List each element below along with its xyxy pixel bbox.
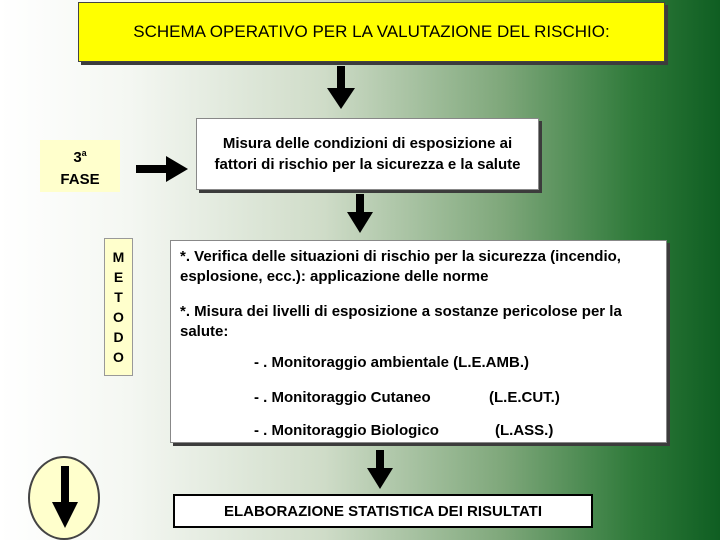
content-box <box>170 240 667 443</box>
arrow-down-icon <box>52 466 78 528</box>
down-arrow-1 <box>327 66 355 110</box>
method-box <box>104 238 133 376</box>
measure-text: Misura delle condizioni di esposizione ai fattori di rischio per la sicurezza e la salute <box>214 135 521 173</box>
item-safety-check: *. Verifica delle situazioni di rischio per la sicurezza (incendio, esplosione, ecc.): applicazione delle norme <box>180 248 621 285</box>
item-exposure-measure: *. Misura dei livelli di esposizione a sostanze pericolose per la salute: <box>180 303 622 340</box>
method-letter: E <box>113 269 124 285</box>
phase-label: FASE <box>60 170 100 188</box>
method-letter: O <box>113 349 124 365</box>
result-text: ELABORAZIONE STATISTICA DEI RISULTATI <box>223 502 543 520</box>
title-box <box>78 2 665 62</box>
diagram-title: SCHEMA OPERATIVO PER LA VALUTAZIONE DEL RISCHIO: <box>133 22 610 41</box>
method-letter: O <box>113 309 124 325</box>
method-letter: T <box>114 289 123 305</box>
monitoring-ambient: - . Monitoraggio ambientale (L.E.AMB.) <box>254 354 529 371</box>
measure-box <box>196 118 539 190</box>
down-arrow-2 <box>347 194 373 234</box>
monitoring-cutaneous: - . Monitoraggio Cutaneo <box>254 389 431 406</box>
phase-box <box>40 140 120 192</box>
down-arrow-circle <box>28 456 100 540</box>
right-arrow <box>136 156 188 182</box>
method-letter: M <box>112 249 125 265</box>
down-arrow-3 <box>367 450 393 490</box>
monitoring-biological: - . Monitoraggio Biologico <box>254 422 439 439</box>
result-box <box>173 494 593 528</box>
monitoring-biological-code: (L.ASS.) <box>495 422 554 439</box>
method-letter: D <box>113 329 124 345</box>
phase-number: 3$^a$ <box>73 147 87 166</box>
monitoring-cutaneous-code: (L.E.CUT.) <box>489 389 560 406</box>
